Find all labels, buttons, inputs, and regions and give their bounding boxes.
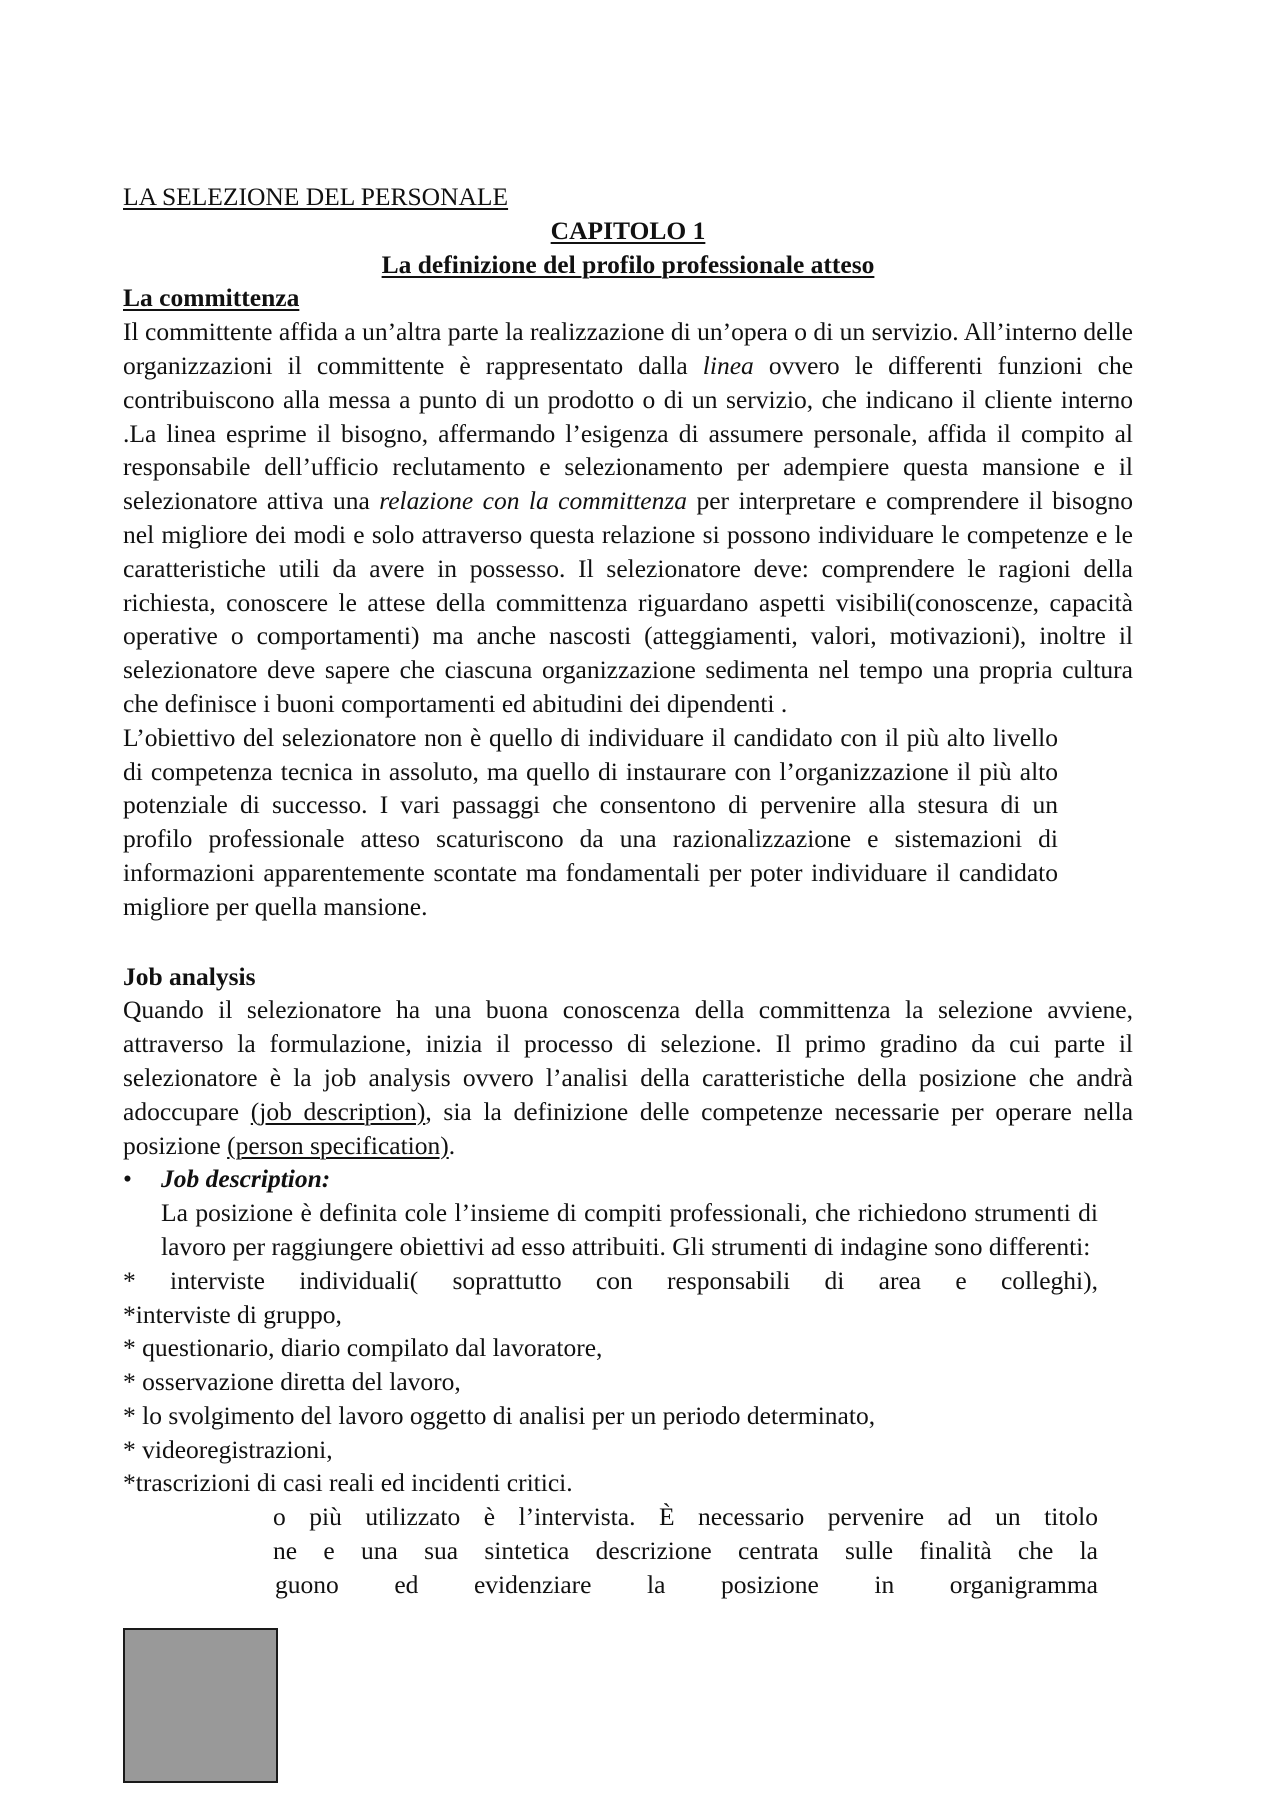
paragraph-committenza-1: Il committente affida a un’altra parte la realizzazione di un’opera o di un servizio. All’interno delle organizzazioni il committente è rappresentato dalla linea ovvero le differenti funzioni che contribuiscono alla messa a punto di un prodotto o di un servizio, che indicano il cliente interno .La linea esprime il bisogno, affermando l’esigenza di assumere personale, affida il compito al responsabile dell’ufficio reclutamento e selezionamento per adempiere questa mansione e il selezionatore attiva una relazione con la committenza per interpretare e comprendere il bisogno nel migliore dei modi e solo attraverso questa relazione si possono individuare le competenze e le caratteristiche utili da avere in possesso. Il selezionatore deve: comprendere le ragioni della richiesta, conoscere le attese della committenza riguardano aspetti visibili(conoscenze, capacità operative o comportamenti) ma anche nascosti (atteggiamenti, valori, motivazioni), inoltre il selezionatore deve sapere che ciascuna organizzazione sedimenta nel tempo una propria cultura che definisce i buoni comportamenti ed abitudini dei dipendenti . xyxy=(123,317,1134,718)
document-top-title: LA SELEZIONE DEL PERSONALE xyxy=(123,182,509,211)
list-item: * videoregistrazioni, xyxy=(123,1434,333,1464)
bullet-job-description-text: La posizione è definita cole l’insieme di compiti professionali, che richiedono strumenti di lavoro per raggiungere obiettivi ad esso attribuiti. Gli strumenti di indagine sono differenti: xyxy=(161,1198,1098,1261)
bullet-icon: • xyxy=(123,1164,132,1194)
paragraph-intervista-partial xyxy=(123,1500,1133,1601)
list-item: * interviste individuali( soprattutto con responsabili di area e colleghi), xyxy=(123,1265,1098,1295)
list-item: *trascrizioni di casi reali ed incidenti critici. xyxy=(123,1468,573,1498)
list-item: * osservazione diretta del lavoro, xyxy=(123,1367,461,1397)
bullet-job-description: • Job description: xyxy=(123,1162,1133,1196)
partial-line: ne e una sua sintetica descrizione centrata sulle finalità che la xyxy=(273,1536,1098,1566)
partial-line: guono ed evidenziare la posizione in organigramma xyxy=(275,1569,1098,1599)
section-heading-committenza: La committenza xyxy=(123,283,300,313)
person-specification-ref: (person specification) xyxy=(227,1130,449,1160)
redaction-box xyxy=(123,1628,278,1783)
paragraph-committenza-2: L’obiettivo del selezionatore non è quello di individuare il candidato con il più alto livello di competenza tecnica in assoluto, ma quello di instaurare con l’organizzazione il più alto potenziale di successo. I vari passaggi che consentono di pervenire alla stesura di un profilo professionale atteso scaturiscono da una razionalizzazione e sistemazioni di informazioni apparentemente scontate ma fondamentali per poter individuare il candidato migliore per quella mansione. xyxy=(123,722,1058,921)
document-page xyxy=(123,180,1133,1602)
list-item: * lo svolgimento del lavoro oggetto di analisi per un periodo determinato, xyxy=(123,1400,876,1430)
partial-line: o più utilizzato è l’intervista. È necessario pervenire ad un titolo xyxy=(273,1502,1098,1532)
list-item: * questionario, diario compilato dal lavoratore, xyxy=(123,1333,603,1363)
section-heading-job-analysis: Job analysis xyxy=(123,961,256,991)
chapter-title: CAPITOLO 1 xyxy=(550,215,706,245)
list-item: *interviste di gruppo, xyxy=(123,1299,342,1329)
job-description-ref: (job description) xyxy=(250,1096,426,1126)
paragraph-job-analysis-1: Quando il selezionatore ha una buona conoscenza della committenza la selezione avviene, attraverso la formulazione, inizia il processo di selezione. Il primo gradino da cui parte il selezionatore è la job analysis ovvero l’analisi della caratteristiche della posizione che andrà adoccupare (job description), sia la definizione delle competenze necessarie per operare nella posizione (person specification). xyxy=(123,995,1134,1160)
chapter-subtitle: La definizione del profilo professionale atteso xyxy=(381,249,875,279)
